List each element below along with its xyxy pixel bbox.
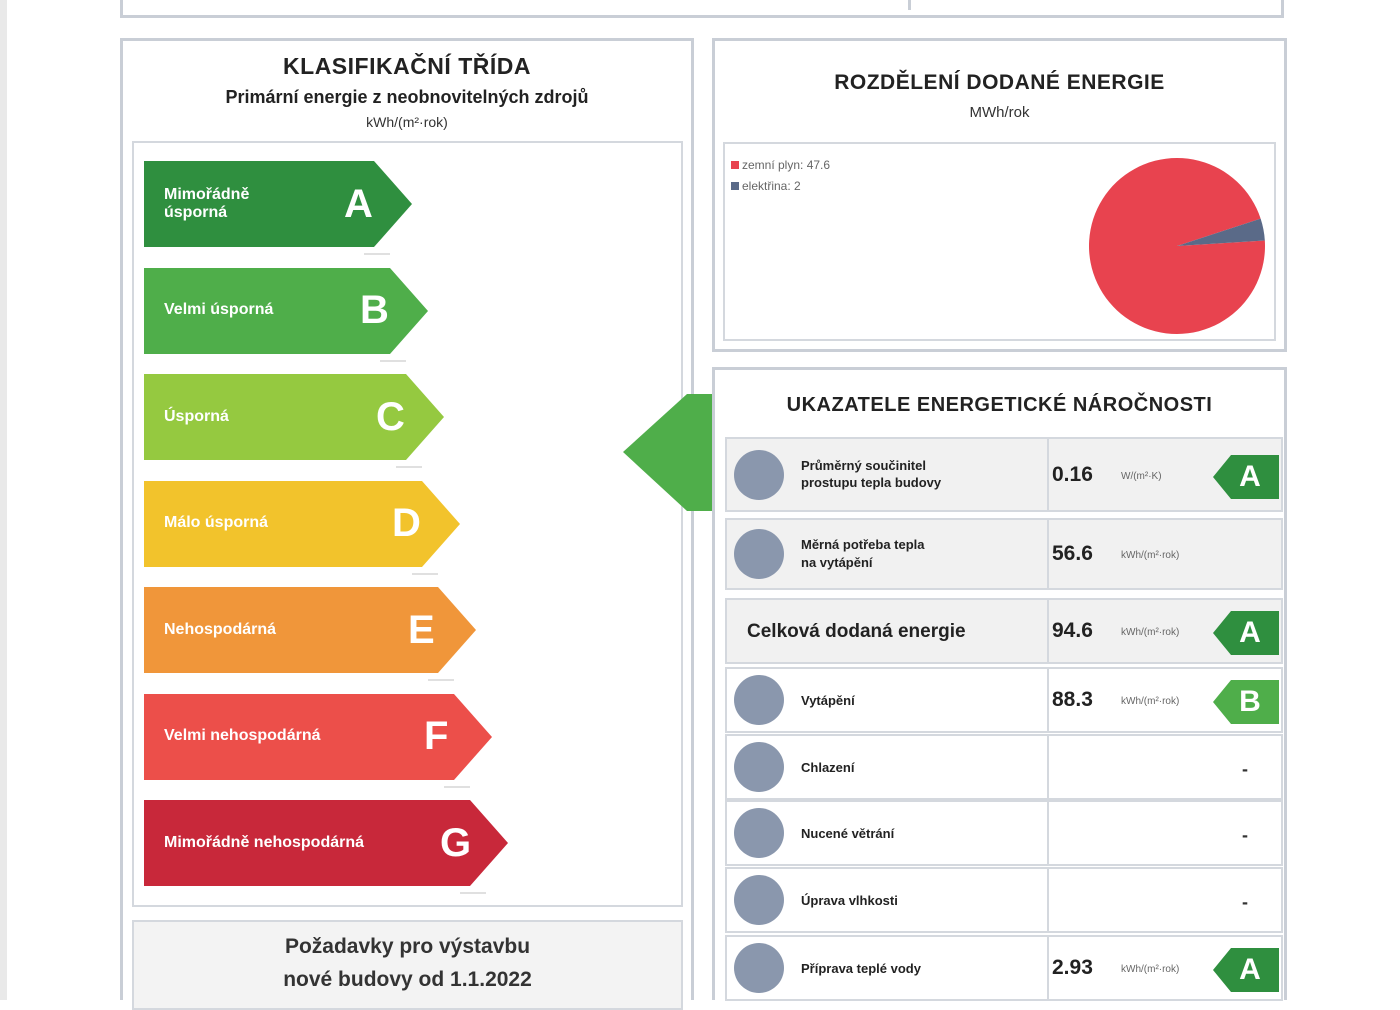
- thermometer-warm-icon: [734, 675, 784, 725]
- classification-subtitle: Primární energie z neobnovitelných zdrojů: [225, 87, 589, 107]
- indicator-label: [801, 759, 854, 777]
- row-divider: [1047, 520, 1049, 588]
- indicator-value: 56.6: [1052, 542, 1093, 565]
- row-divider: [1047, 736, 1049, 798]
- indicator-empty-dash: -: [1242, 825, 1248, 845]
- band-letter: F: [424, 714, 449, 758]
- indicator-unit: kWh/(m²·rok): [1121, 550, 1180, 561]
- class-badge-letter: A: [1239, 616, 1261, 649]
- indicator-label-line-1: Úprava vlhkosti: [801, 893, 898, 908]
- indicator-row: [725, 518, 1283, 590]
- classification-panel: [120, 38, 694, 1000]
- band-d: [144, 481, 462, 567]
- requirements-box: [132, 920, 683, 1010]
- band-label: Velmi nehospodárná: [164, 727, 321, 745]
- legend-label-gas: zemní plyn: 47.6: [742, 158, 831, 172]
- indicator-label-line-1: Průměrný součinitel: [801, 457, 926, 473]
- band-label: Úsporná: [164, 407, 229, 425]
- indicator-label-line-1: Nucené větrání: [801, 826, 895, 841]
- band-letter: D: [392, 501, 421, 545]
- indicator-unit: kWh/(m²·rok): [1121, 964, 1180, 975]
- humidity-icon: [734, 875, 784, 925]
- legend-swatch-gas: [731, 161, 739, 169]
- house-icon: [734, 450, 784, 500]
- band-label: Velmi úsporná: [164, 301, 274, 319]
- band-tick: [412, 573, 438, 575]
- indicator-label: [801, 457, 941, 492]
- radiator-icon: [734, 529, 784, 579]
- band-tick: [444, 786, 470, 788]
- legend-item-electricity: [731, 179, 801, 193]
- indicator-label: [801, 692, 855, 710]
- fan-icon: [734, 808, 784, 858]
- indicator-label-line-1: Měrná potřeba tepla: [801, 537, 925, 552]
- class-badge-letter: B: [1239, 685, 1261, 718]
- row-divider: [1047, 439, 1049, 510]
- indicator-class-badge: [1213, 611, 1273, 655]
- band-label: Mimořádně nehospodárná: [164, 833, 365, 851]
- indicator-label-line-1: Vytápění: [801, 693, 855, 708]
- top-frame-divider: [908, 0, 911, 10]
- indicator-value: 2.93: [1052, 956, 1093, 979]
- indicator-label-line-2: prostupu tepla budovy: [801, 475, 942, 491]
- band-c: [144, 374, 446, 460]
- indicator-label: [747, 619, 966, 645]
- band-letter: G: [440, 820, 472, 865]
- band-letter: E: [408, 607, 435, 652]
- thermometer-cold-icon: [734, 742, 784, 792]
- row-divider: [1047, 869, 1049, 931]
- requirements-line-2: nové budovy od 1.1.2022: [283, 968, 532, 991]
- indicator-label: [801, 825, 894, 843]
- row-divider: [1047, 600, 1049, 662]
- band-label: Mimořádně úsporná: [164, 185, 250, 221]
- indicators-panel: [712, 367, 1287, 1000]
- band-letter: A: [344, 181, 373, 226]
- indicator-empty-dash: -: [1242, 759, 1248, 779]
- classification-title: KLASIFIKAČNÍ TŘÍDA: [283, 53, 531, 79]
- row-divider: [1047, 937, 1049, 999]
- classification-unit: kWh/(m²·rok): [366, 114, 448, 130]
- class-badge-letter: A: [1239, 459, 1261, 493]
- indicator-class-badge: [1213, 455, 1273, 499]
- requirements-line-1: Požadavky pro výstavbu: [284, 935, 531, 958]
- band-tick: [428, 679, 454, 681]
- indicator-label: [801, 960, 921, 978]
- row-divider: [1047, 669, 1049, 731]
- faucet-icon: [734, 943, 784, 993]
- band-tick: [396, 466, 422, 468]
- pie-slice-gas: [1089, 158, 1265, 334]
- band-f: [144, 694, 494, 780]
- indicator-value: 94.6: [1052, 619, 1093, 642]
- band-label: Málo úsporná: [164, 514, 269, 532]
- legend-label-electricity: elektřina: 2: [742, 179, 801, 193]
- indicator-row: [725, 867, 1283, 933]
- distribution-chart: [723, 142, 1276, 341]
- band-g: [144, 800, 510, 886]
- class-badge-letter: A: [1239, 953, 1261, 986]
- band-a: [144, 161, 414, 247]
- distribution-title: ROZDĚLENÍ DODANÉ ENERGIE: [834, 71, 1165, 94]
- band-letter: C: [376, 394, 405, 439]
- indicator-unit: W/(m²·K): [1121, 470, 1162, 482]
- band-tick: [380, 360, 406, 362]
- band-letter: B: [360, 288, 389, 332]
- legend-item-gas: [731, 158, 830, 172]
- distribution-unit: MWh/rok: [969, 104, 1030, 121]
- row-divider: [1047, 802, 1049, 864]
- indicator-row: [725, 598, 1283, 664]
- indicators-title: UKAZATELE ENERGETICKÉ NÁROČNOSTI: [786, 394, 1213, 416]
- indicator-label: [801, 536, 925, 571]
- indicator-label-line-1: Příprava teplé vody: [801, 961, 921, 976]
- page-edge: [0, 0, 7, 1000]
- indicator-unit: kWh/(m²·rok): [1121, 696, 1180, 707]
- indicator-label: [801, 892, 898, 910]
- indicator-class-badge: [1213, 948, 1273, 992]
- distribution-pie: [1087, 156, 1267, 336]
- top-frame: [120, 0, 1284, 18]
- indicator-class-badge: [1213, 680, 1273, 724]
- band-tick: [364, 253, 390, 255]
- band-tick: [460, 892, 486, 894]
- legend-swatch-electricity: [731, 182, 739, 190]
- indicator-row: [725, 437, 1283, 512]
- indicator-label-line-2: na vytápění: [801, 554, 873, 570]
- indicator-label-line-1: Chlazení: [801, 760, 855, 775]
- indicator-value: 0.16: [1052, 462, 1093, 486]
- distribution-panel: [712, 38, 1287, 352]
- indicator-unit: kWh/(m²·rok): [1121, 627, 1180, 638]
- indicator-row: [725, 935, 1283, 1001]
- indicator-value: 88.3: [1052, 688, 1093, 711]
- indicator-row: [725, 800, 1283, 866]
- energy-scale: [132, 141, 683, 907]
- indicator-row: [725, 734, 1283, 800]
- band-label: Nehospodárná: [164, 620, 277, 638]
- band-b: [144, 268, 430, 354]
- indicator-row: [725, 667, 1283, 733]
- indicator-empty-dash: -: [1242, 892, 1248, 912]
- indicator-label-line-1: Celková dodaná energie: [747, 621, 966, 642]
- band-e: [144, 587, 478, 673]
